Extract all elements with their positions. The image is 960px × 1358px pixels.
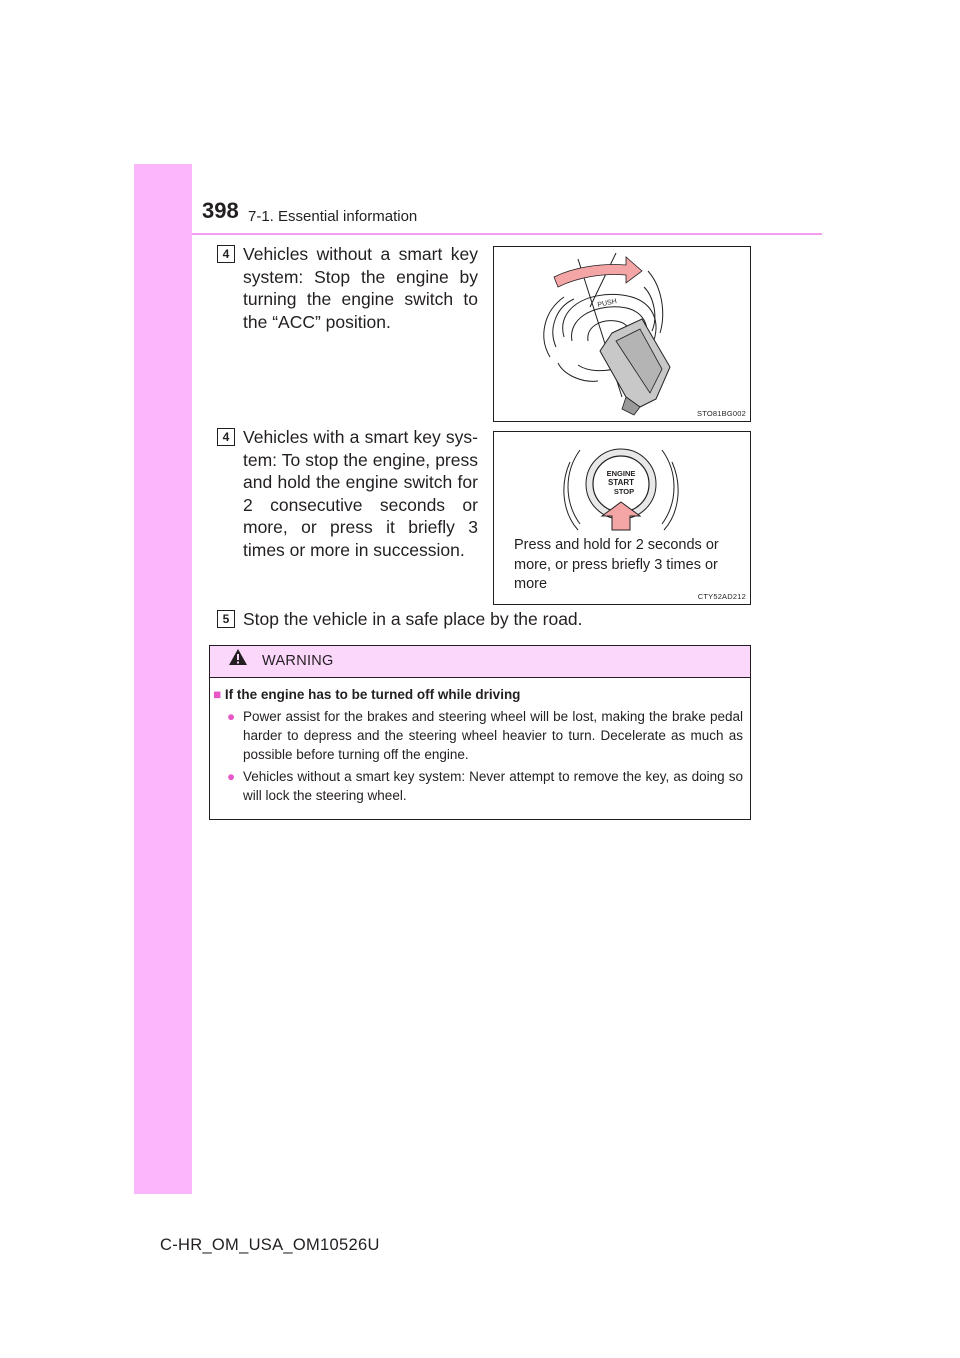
warning-label: WARNING bbox=[262, 653, 334, 669]
section-title: 7-1. Essential information bbox=[248, 208, 418, 225]
key-turn-illustration bbox=[494, 247, 750, 421]
step-number: 5 bbox=[217, 610, 235, 628]
warning-heading: ■ If the engine has to be turned off while driving bbox=[213, 687, 521, 702]
step-text: Vehicles without a smart key system: Stop the engine by turning the engine switch to the “ACC” position. bbox=[243, 244, 478, 332]
engine-button-illustration bbox=[494, 432, 750, 542]
push-label: PUSH bbox=[596, 298, 618, 309]
button-label-start: START bbox=[607, 478, 635, 487]
button-label-stop: STOP bbox=[613, 487, 635, 496]
side-tab-band bbox=[134, 164, 192, 1194]
engine-button-figure bbox=[493, 431, 751, 605]
step-number: 4 bbox=[217, 245, 235, 263]
step-text: Vehicles with a smart key sys-tem: To stop the engine, press and hold the engine switch for 2 consecutive seconds or more, or press it briefly 3 times or more in succession. bbox=[243, 427, 478, 560]
figure-caption: Press and hold for 2 seconds or more, or press briefly 3 times or more bbox=[514, 537, 719, 592]
step-number: 4 bbox=[217, 428, 235, 446]
page-number: 398 bbox=[202, 198, 239, 223]
figure-code: STO81BG002 bbox=[697, 409, 746, 418]
footer-code: C-HR_OM_USA_OM10526U bbox=[160, 1236, 380, 1254]
key-switch-figure bbox=[493, 246, 751, 422]
warning-triangle-icon bbox=[228, 648, 248, 666]
warning-bullet: ● Vehicles without a smart key system: Never attempt to remove the key, as doing so will lock the steering wheel. bbox=[227, 769, 743, 803]
step-text: Stop the vehicle in a safe place by the road. bbox=[243, 609, 583, 629]
header-rule bbox=[192, 233, 822, 235]
figure-code: CTY52AD212 bbox=[697, 592, 746, 601]
warning-bullet: ● Power assist for the brakes and steering wheel will be lost, making the brake pedal harder to depress and the steering wheel heavier to turn. Decelerate as much as possible before turning off the engine. bbox=[227, 709, 743, 762]
button-label-engine: ENGINE bbox=[606, 469, 636, 478]
warning-header bbox=[210, 646, 750, 678]
